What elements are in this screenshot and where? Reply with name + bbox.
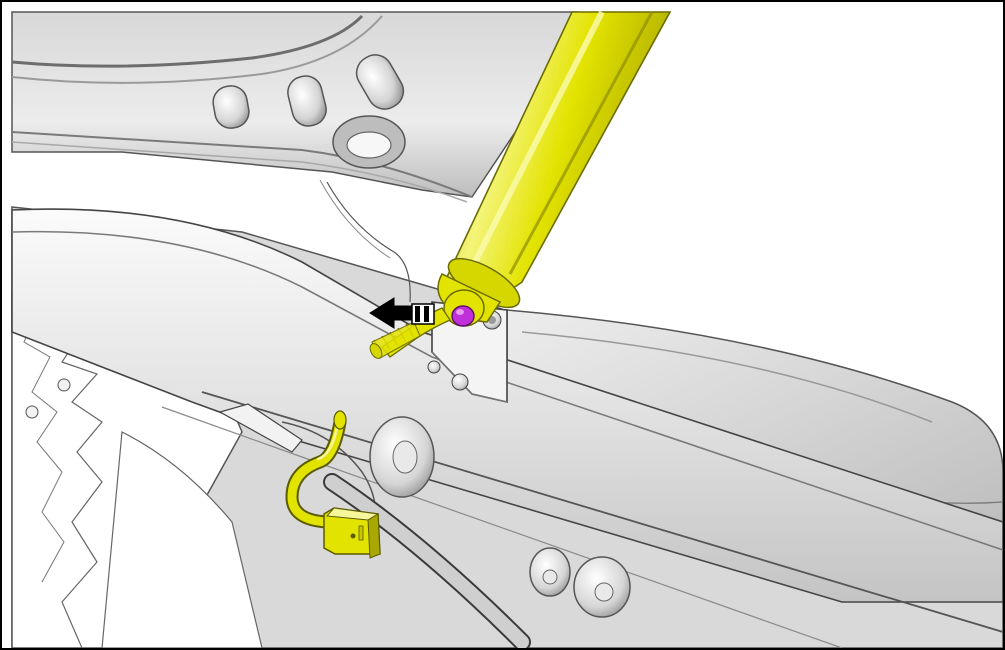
- electrical-connector: [324, 508, 380, 558]
- illustration: [2, 2, 1003, 648]
- structure-hole-4: [26, 406, 38, 418]
- liftgate-inner-panel: [12, 12, 577, 202]
- strut-retaining-clip: [452, 306, 474, 326]
- structure-hole-3: [58, 379, 70, 391]
